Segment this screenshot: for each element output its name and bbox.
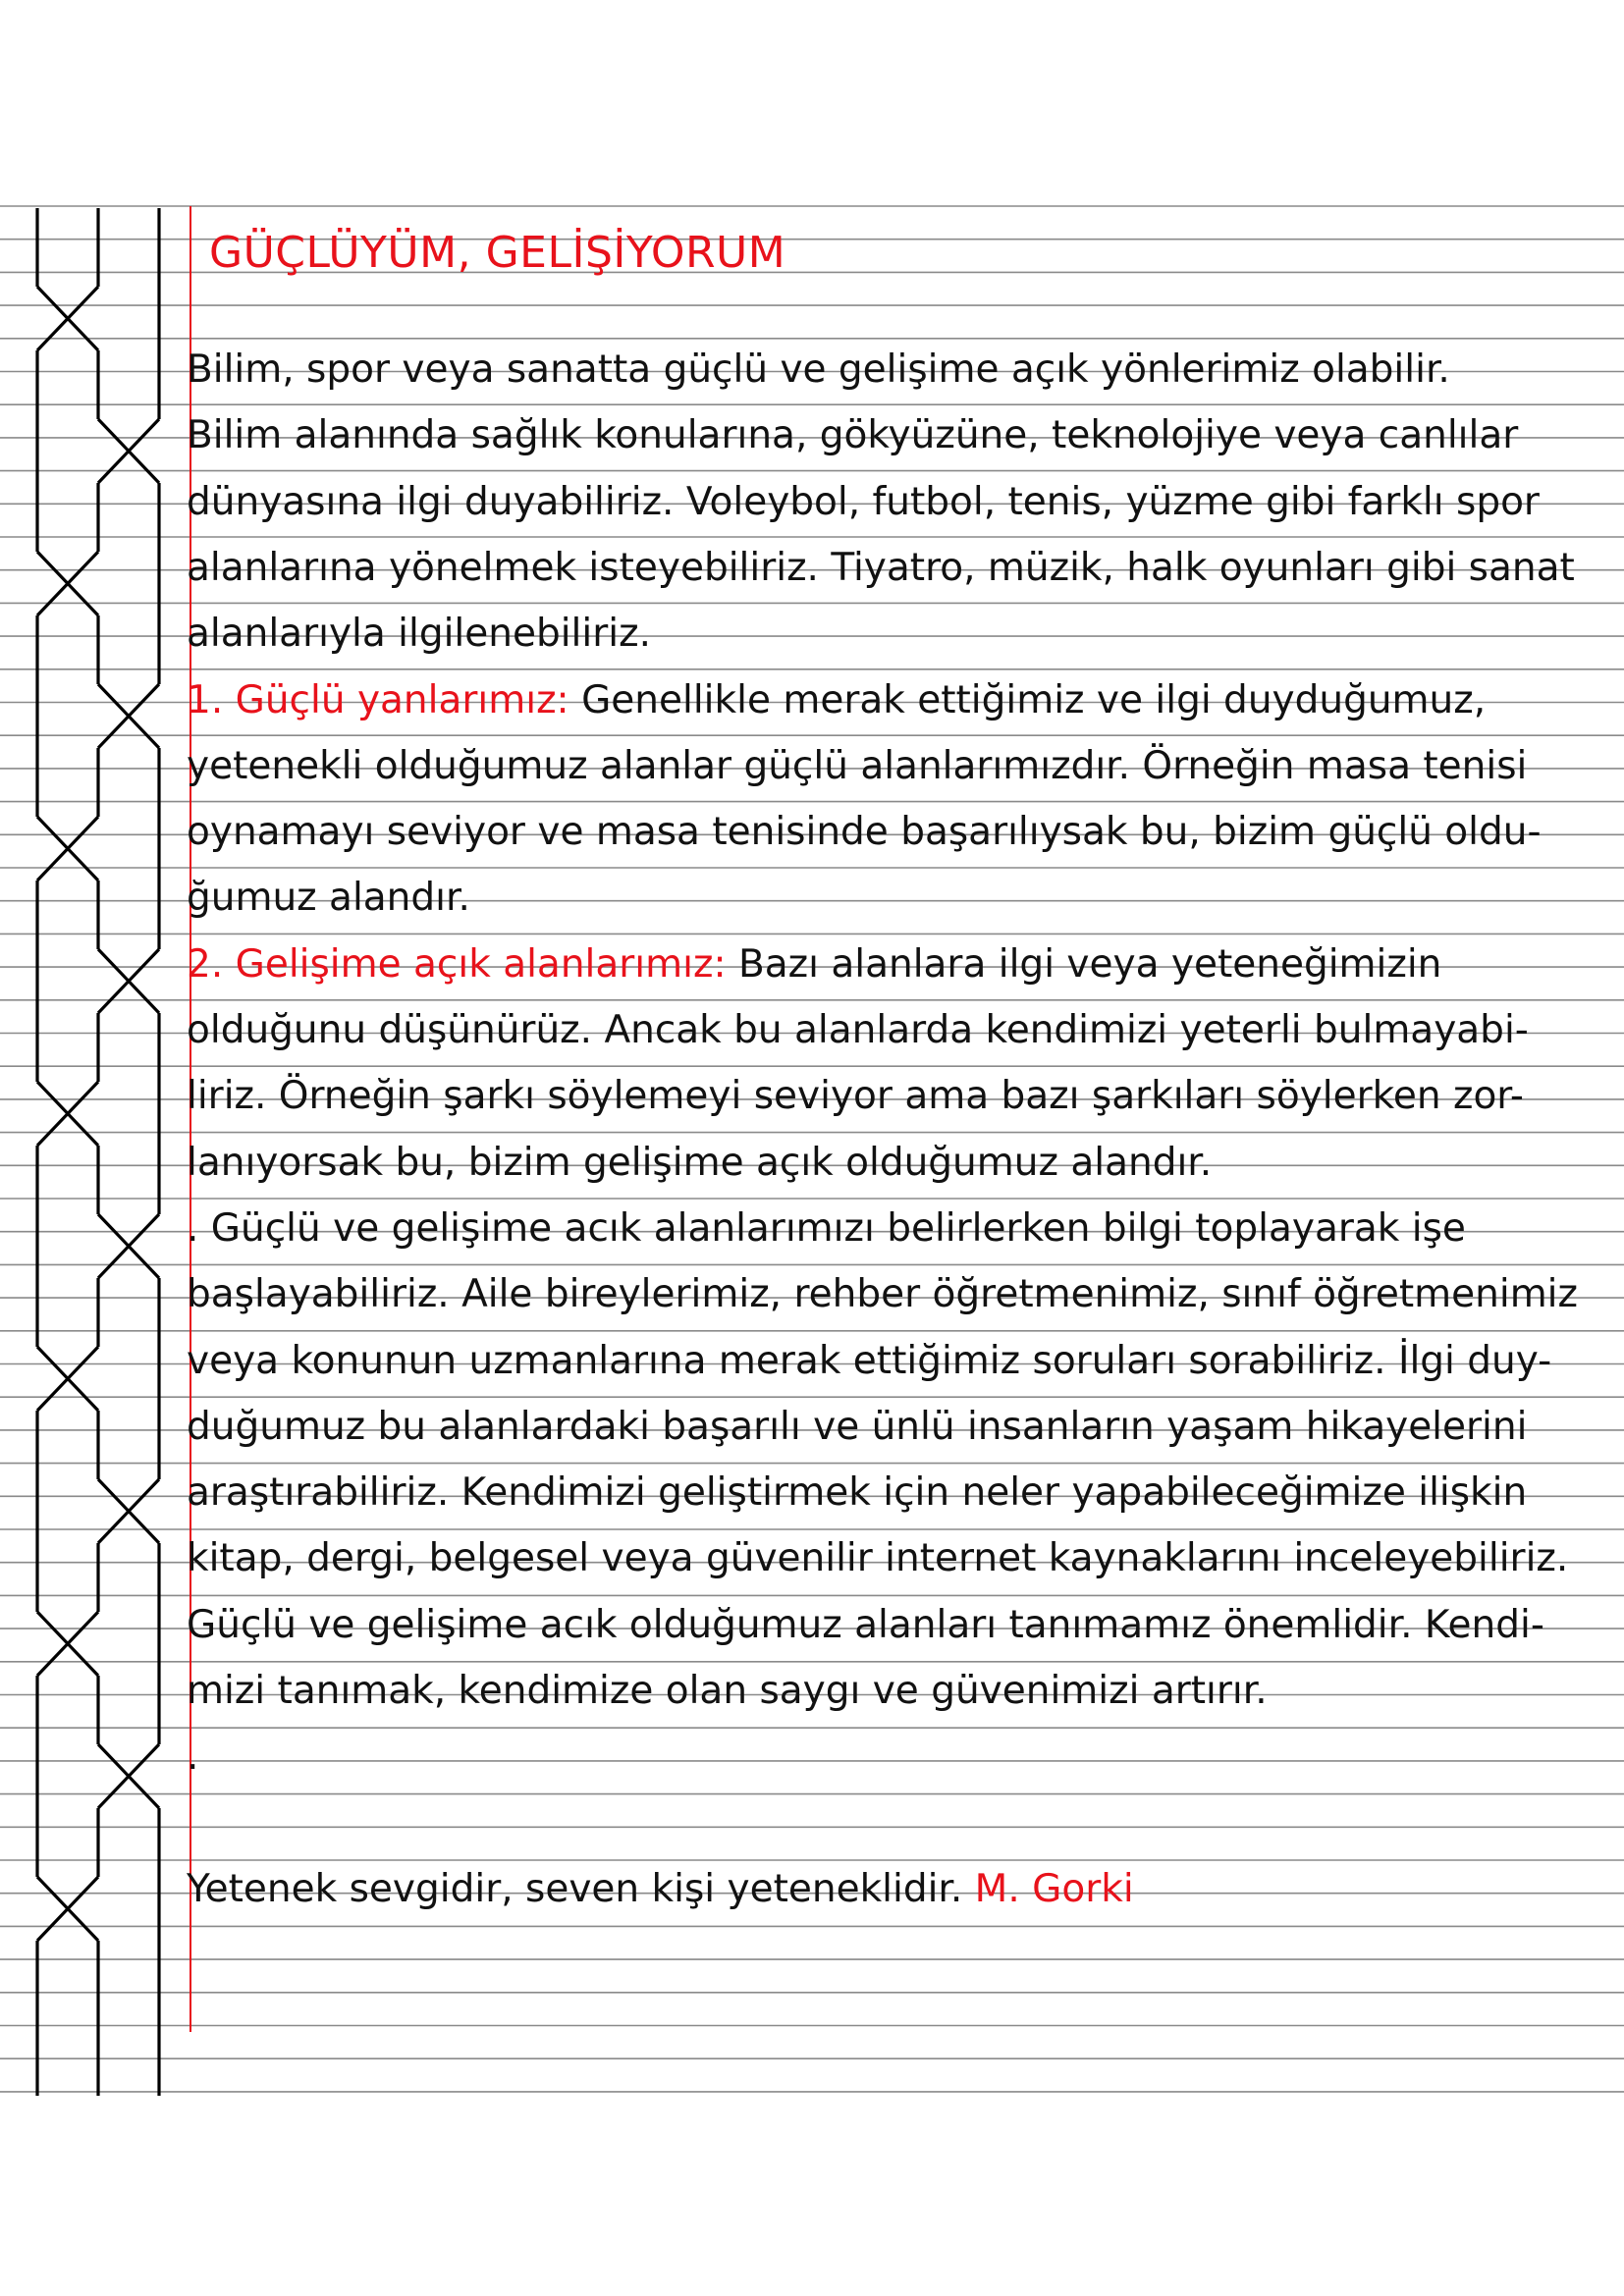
line-text: alanlarına yönelmek isteyebiliriz. Tiyatro, müzik, halk oyunları gibi sanat	[187, 545, 1575, 590]
text-line	[187, 1337, 1551, 1386]
text-line	[187, 1534, 1568, 1583]
text-line	[187, 610, 651, 659]
text-line	[187, 411, 1518, 460]
line-text: veya konunun uzmanlarına merak ettiğimiz soruları sorabiliriz. İlgi duy-	[187, 1338, 1552, 1383]
text-line	[187, 808, 1542, 857]
page-title: GÜÇLÜYÜM, GELİŞİYORUM	[209, 228, 786, 278]
text-line	[187, 1865, 1134, 1914]
text-line	[187, 1403, 1527, 1452]
text-line	[187, 1667, 1268, 1716]
text-line	[187, 1270, 1578, 1319]
text-line	[187, 544, 1575, 593]
section-heading: 1. Güçlü yanlarımız:	[187, 677, 569, 722]
line-text: Güçlü ve gelişime acık olduğumuz alanları tanımamız önemlidir. Kendi-	[187, 1602, 1544, 1647]
line-text: mizi tanımak, kendimize olan saygı ve güvenimizi artırır.	[187, 1669, 1268, 1713]
line-text: yetenekli olduğumuz alanlar güçlü alanlarımızdır. Örneğin masa tenisi	[187, 743, 1528, 788]
line-text: .	[187, 1735, 199, 1780]
line-text: duğumuz bu alanlardaki başarılı ve ünlü insanların yaşam hikayelerini	[187, 1404, 1528, 1449]
text-line	[187, 1733, 198, 1782]
line-text: alanlarıyla ilgilenebiliriz.	[187, 612, 651, 657]
text-line	[187, 676, 1486, 725]
line-text: kitap, dergi, belgesel veya güvenilir internet kaynaklarını inceleyebiliriz.	[187, 1536, 1569, 1581]
line-text: liriz. Örneğin şarkı söylemeyi seviyor ama bazı şarkıları söylerken zor-	[187, 1074, 1524, 1119]
text-line	[187, 742, 1527, 791]
line-text: Yetenek sevgidir, seven kişi yeteneklidir.	[187, 1866, 975, 1911]
line-text: araştırabiliriz. Kendimizi geliştirmek için neler yapabileceğimize ilişkin	[187, 1470, 1528, 1516]
line-text: Genellikle merak ettiğimiz ve ilgi duyduğumuz,	[568, 677, 1487, 722]
quote-author: M. Gorki	[974, 1866, 1134, 1911]
text-line	[187, 940, 1441, 989]
text-line	[187, 874, 470, 923]
section-heading: 2. Gelişime açık alanlarımız:	[187, 941, 727, 987]
text-line	[187, 478, 1540, 527]
line-text: ğumuz alandır.	[187, 876, 470, 921]
line-text: lanıyorsak bu, bizim gelişime açık olduğumuz alandır.	[187, 1140, 1213, 1185]
text-line	[187, 346, 1450, 395]
line-text: Bilim alanında sağlık konularına, gökyüzüne, teknolojiye veya canlılar	[187, 413, 1519, 458]
text-line	[187, 1204, 1466, 1254]
line-text: başlayabiliriz. Aile bireylerimiz, rehber öğretmenimiz, sınıf öğretmenimiz	[187, 1272, 1578, 1317]
line-text: . Güçlü ve gelişime acık alanlarımızı belirlerken bilgi toplayarak işe	[187, 1205, 1466, 1251]
line-text: Bazı alanlara ilgi veya yeteneğimizin	[726, 941, 1442, 987]
text-line	[187, 1072, 1524, 1121]
line-text: olduğunu düşünürüz. Ancak bu alanlarda kendimizi yeterli bulmayabi-	[187, 1008, 1529, 1052]
text-line	[187, 1006, 1529, 1055]
line-text: dünyasına ilgi duyabiliriz. Voleybol, futbol, tenis, yüzme gibi farklı spor	[187, 479, 1540, 524]
line-text: oynamayı seviyor ve masa tenisinde başarılıysak bu, bizim güçlü oldu-	[187, 810, 1542, 855]
text-line	[187, 1139, 1212, 1188]
text-line	[187, 1468, 1527, 1518]
line-text: Bilim, spor veya sanatta güçlü ve gelişime açık yönlerimiz olabilir.	[187, 347, 1450, 392]
text-line	[187, 1601, 1544, 1650]
